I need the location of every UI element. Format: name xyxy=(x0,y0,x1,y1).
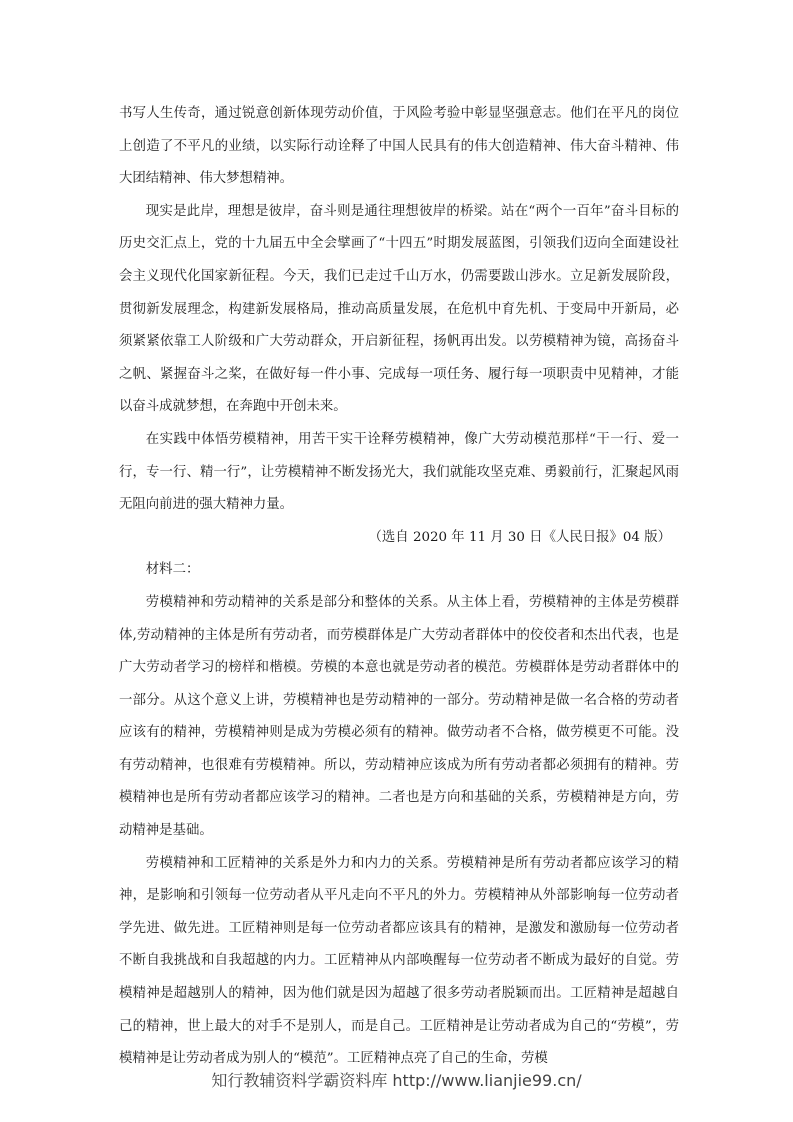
paragraph-model-craftsman: 劳模精神和工匠精神的关系是外力和内力的关系。劳模精神是所有劳动者都应该学习的精神，是影响和引领每一位劳动者从平凡走向不平凡的外力。劳模精神从外部影响每一位劳动者学先进、做先进。工匠精神则是每一位劳动者都应该具有的精神，是激发和激励每一位劳动者不断自我挑战和自我超越的内力。工匠精神从内部唤醒每一位劳动者不断成为最好的自觉。劳模精神是超越别人的精神，因为他们就是因为超越了很多劳动者脱颖而出。工匠精神是超越自己的精神，世上最大的对手不是别人，而是自己。工匠精神是让劳动者成为自己的“劳模”，劳模精神是让劳动者成为别人的“模范”。工匠精神点亮了自己的生命，劳模 xyxy=(119,855,679,1067)
paragraph-practice: 在实践中体悟劳模精神，用苦干实干诠释劳模精神，像广大劳动模范那样“干一行、爱一行，专一行、精一行”，让劳模精神不断发扬光大，我们就能攻坚克难、勇毅前行，汇聚起风雨无阻向前进的强大精神力量。 xyxy=(119,431,679,513)
section-label: 材料二： xyxy=(145,562,200,578)
paragraph-continuation: 书写人生传奇，通过锐意创新体现劳动价值，于风险考验中彰显坚强意志。他们在平凡的岗位上创造了不平凡的业绩，以实际行动诠释了中国人民具有的伟大创造精神、伟大奋斗精神、伟大团结精神、伟大梦想精神。 xyxy=(119,106,679,187)
document-body xyxy=(119,98,679,1076)
paragraph-model-labor: 劳模精神和劳动精神的关系是部分和整体的关系。从主体上看，劳模精神的主体是劳模群体,劳动精神的主体是所有劳动者，而劳模群体是广大劳动者群体中的佼佼者和杰出代表，也是广大劳动者学习的榜样和楷模。劳模的本意也就是劳动者的模范。劳模群体是劳动者群体中的一部分。从这个意义上讲，劳模精神也是劳动精神的一部分。劳动精神是做一名合格的劳动者应该有的精神，劳模精神则是成为劳模必须有的精神。做劳动者不合格，做劳模更不可能。没有劳动精神，也很难有劳模精神。所以，劳动精神应该成为所有劳动者都必须拥有的精神。劳模精神也是所有劳动者都应该学习的精神。二者也是方向和基础的关系，劳模精神是方向，劳动精神是基础。 xyxy=(119,594,679,839)
footer-watermark: 知行教辅资料学霸资料库 http://www.lianjie99.cn/ xyxy=(211,1071,582,1090)
paragraph-reality-ideal: 现实是此岸，理想是彼岸，奋斗则是通往理想彼岸的桥梁。站在“两个一百年”奋斗目标的历史交汇点上，党的十九届五中全会擘画了“十四五”时期发展蓝图，引领我们迈向全面建设社会主义现代化国家新征程。今天，我们已走过千山万水，仍需要跋山涉水。立足新发展阶段，贯彻新发展理念，构建新发展格局，推动高质量发展，在危机中育先机、于变局中开新局，必须紧紧依靠工人阶级和广大劳动群众，开启新征程，扬帆再出发。以劳模精神为镜，高扬奋斗之帆、紧握奋斗之桨，在做好每一件小事、完成每一项任务、履行每一项职责中见精神，才能以奋斗成就梦想，在奔跑中开创未来。 xyxy=(119,203,679,415)
source-citation: （选自 2020 年 11 月 30 日《人民日报》04 版） xyxy=(368,529,671,545)
